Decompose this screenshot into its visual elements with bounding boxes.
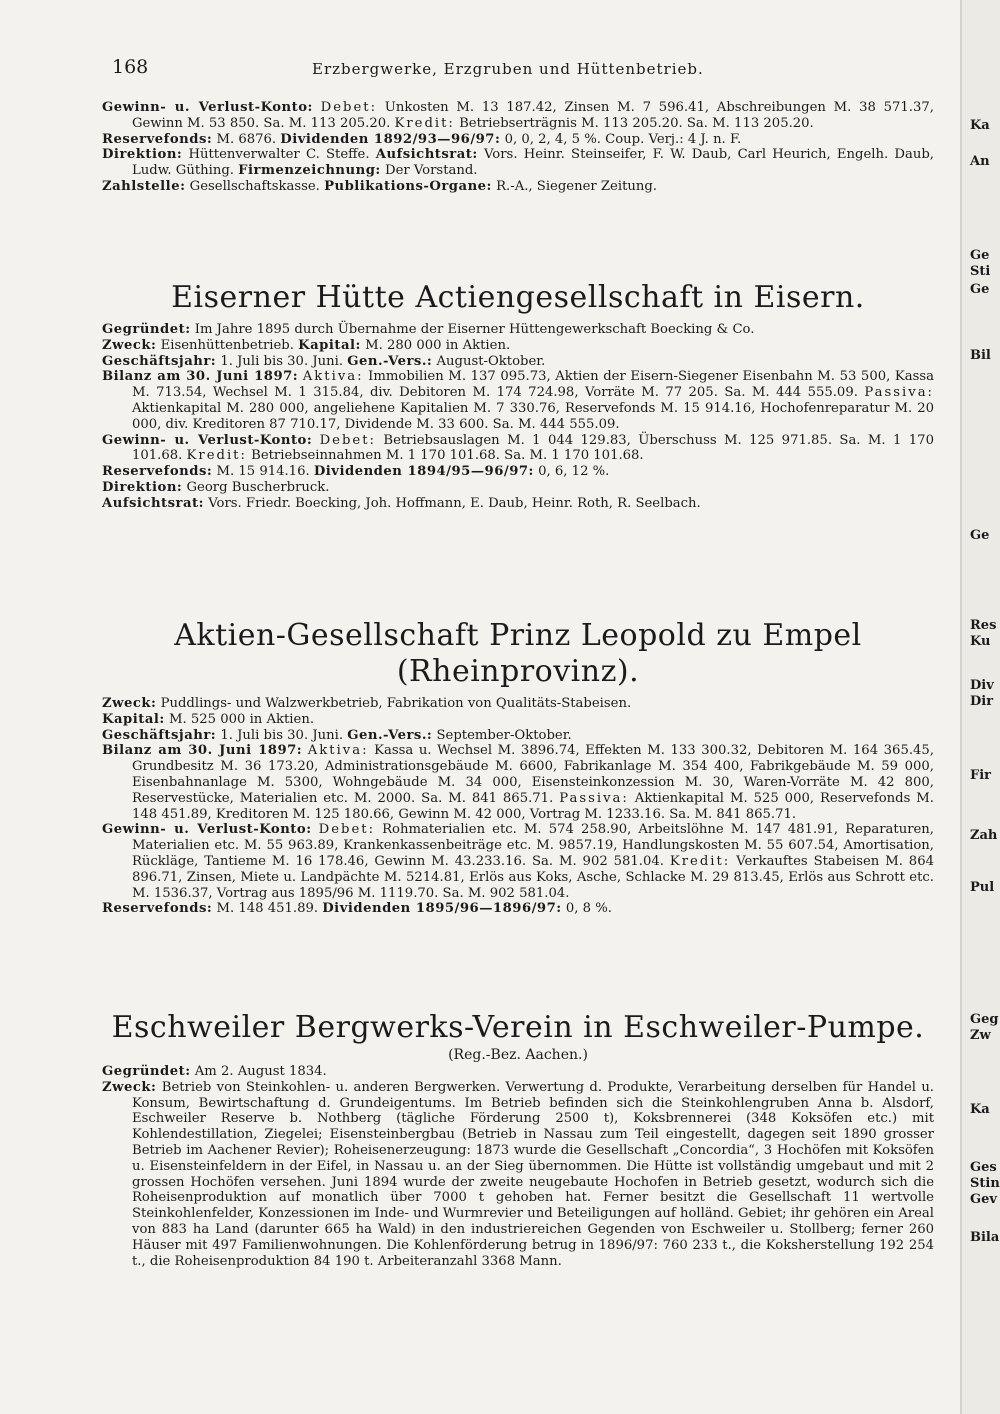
edge-fragment: Ges (970, 1160, 997, 1175)
edge-fragment: Stin (970, 1176, 1000, 1191)
edge-fragment: Sti (970, 264, 991, 279)
header-title: Erzbergwerke, Erzgruben und Hüttenbetrieb. (312, 60, 704, 78)
edge-fragment: Dir (970, 694, 994, 709)
edge-fragment: Zw (970, 1028, 991, 1043)
edge-fragment: Pul (970, 880, 995, 895)
edge-fragment: An (970, 154, 990, 169)
capital-entry: Kapital: M. 525 000 in Aktien. (102, 711, 315, 727)
edge-fragment: Div (970, 678, 994, 693)
founded-entry: Gegründet: Am 2. August 1834. (102, 1064, 327, 1079)
purpose-entry: Zweck: Puddlings- und Walzwerkbetrieb, Fabrikation von Qualitäts-Stabeisen. (102, 696, 632, 711)
edge-fragment: Ge (970, 528, 990, 543)
balance-entry: Bilanz am 30. Juni 1897: Aktiva: Immobilien M. 137 095.73, Aktien der Eisern-Siegener Eisenbahn M. 53 500, Kassa M. 713.54, Wechsel M. 1 315.84, div. Debitoren M. 174 724.98, Vorräte M. 77 205. Sa. M. 444 555.09. Passiva: Aktienkapital M. 280 000, angeliehene Kapitalien M. 7 330.76, Reservefonds M. 15 914.16, Hochofenreparatur M. 20 000, div. Kreditoren 87 710.17, Dividende M. 33 600. Sa. M. 444 555.09. (102, 369, 934, 432)
company-eschweiler (102, 1010, 934, 1269)
edge-fragment: Ka (970, 118, 990, 133)
company-subtitle: (Reg.-Bez. Aachen.) (448, 1047, 588, 1063)
page-number: 168 (112, 56, 149, 78)
edge-fragment: Res (970, 618, 997, 633)
company-title: Aktien-Gesellschaft Prinz Leopold zu Empel (Rheinprovinz). (174, 618, 862, 689)
reserve-dividend-entry: Reservefonds: M. 148 451.89. Dividenden 1895/96—1896/97: 0, 8 %. (102, 901, 612, 917)
adjacent-page-edge (960, 0, 1000, 1414)
direction-entry: Direktion: Georg Buscherbruck. (102, 479, 330, 495)
edge-fragment: Bila (970, 1230, 1000, 1245)
fiscal-year-entry: Geschäftsjahr: 1. Juli bis 30. Juni. Gen.-Vers.: September-Oktober. (102, 727, 572, 743)
guv-entry: Gewinn- u. Verlust-Konto: Debet: Rohmaterialien etc. M. 574 258.90, Arbeitslöhne M. 147 481.91, Reparaturen, Materialien etc. M. 55 963.89, Krankenkassenbeiträge etc. M. 9857.19, Handlungskosten M. 55 607.54, Amortisation, Rückläge, Tantieme M. 16 178.46, Gewinn M. 43.233.16. Sa. M. 902 581.04. Kredit: Verkauftes Stabeisen M. 864 896.71, Zinsen, Miete u. Landpächte M. 5214.81, Erlös aus Koks, Asche, Schlacke M. 29 813.45, Erlös aus Schrott etc. M. 1536.37, Vortrag aus 1895/96 M. 1119.70. Sa. M. 902 581.04. (102, 822, 934, 901)
fiscal-year-entry: Geschäftsjahr: 1. Juli bis 30. Juni. Gen.-Vers.: August-Oktober. (102, 353, 546, 369)
edge-fragment: Ge (970, 248, 990, 263)
edge-fragment: Ka (970, 1102, 990, 1117)
balance-entry: Bilanz am 30. Juni 1897: Aktiva: Kassa u. Wechsel M. 3896.74, Effekten M. 133 300.32, Debitoren M. 164 365.45, Grundbesitz M. 36 173.20, Administrationsgebäude M. 6600, Fabrikanlage M. 354 400, Fabrikgebäude M. 59 000, Eisenbahnanlage M. 5300, Wohngebäude M. 34 000, Eisensteinkonzession M. 30, Waren-Vorräte M. 42 800, Reservestücke, Materialien etc. M. 2000. Sa. M. 841 865.71. Passiva: Aktienkapital M. 525 000, Reservefonds M. 148 451.89, Kreditoren M. 125 180.66, Gewinn M. 42 000, Vortrag M. 1233.16. Sa. M. 841 865.71. (102, 743, 935, 822)
edge-fragment: Gev (970, 1192, 997, 1207)
previous-company-continuation (102, 100, 934, 195)
company-eisern (102, 280, 934, 512)
company-title: Eiserner Hütte Actiengesellschaft in Eisern. (171, 280, 865, 315)
edge-fragment: Geg (970, 1012, 999, 1027)
purpose-entry: Zweck: Betrieb von Steinkohlen- u. anderen Bergwerken. Verwertung d. Produkte, Verarbeitung derselben für Handel u. Konsum, Bewirtschaftung d. Grundeigentums. Im Betrieb befinden sich die Steinkohlengruben Anna b. Alsdorf, Eschweiler Reserve b. Nothberg (tägliche Förderung 2500 t), Koksbrennerei (348 Koksöfen etc.) mit Kohlendestillation, Ziegelei; Eisensteinbergbau (Betrieb in Nassau zum Teil eingestellt, dagegen seit 1890 grosser Betrieb im Aachener Revier); Roheisenerzeugung: 1873 wurde die Gesellschaft „Concordia“, 3 Hochöfen mit Koksöfen u. Eisensteinfeldern in der Eifel, in Nassau u. an der Sieg übernommen. Die Hütte ist vollständig umgebaut und mit 2 grossen Hochöfen versehen. Juni 1894 wurde der zweite neugebaute Hochofen in Betrieb gesetzt, wodurch sich die Roheisenproduktion auf monatlich über 7000 t gehoben hat. Ferner besitzt die Gesellschaft 11 wertvolle Steinkohlenfelder, Konzessionen im Inde- und Wurmrevier und Beteiligungen auf holländ. Gebiet; ihr gehören ein Areal von 883 ha Land (darunter 665 ha Wald) in den industriereichen Gegenden von Eschweiler u. Stollberg; ferner 260 Häuser mit 497 Familienwohnungen. Die Kohlenförderung betrug in 1896/97: 760 233 t., die Koksherstellung 192 254 t., die Roheisenproduktion 84 190 t. Arbeiteranzahl 3368 Mann. (102, 1079, 935, 1269)
running-header (112, 56, 942, 82)
edge-fragment: Ge (970, 282, 990, 297)
reserve-dividend-entry: Reservefonds: M. 6876. Dividenden 1892/93—96/97: 0, 0, 2, 4, 5 %. Coup. Verj.: 4 J. n. F. (102, 131, 742, 147)
reserve-dividend-entry: Reservefonds: M. 15 914.16. Dividenden 1894/95—96/97: 0, 6, 12 %. (102, 464, 610, 480)
company-title: Eschweiler Bergwerks-Verein in Eschweiler-Pumpe. (111, 1010, 925, 1045)
direction-entry: Direktion: Hüttenverwalter C. Steffe. Aufsichtsrat: Vors. Heinr. Steinseifer, F. W. Daub, Carl Heurich, Engelh. Daub, Ludw. Güthing. Firmenzeichnung: Der Vorstand. (102, 147, 934, 179)
edge-fragment: Zah (970, 828, 998, 843)
guv-entry: Gewinn- u. Verlust-Konto: Debet: Betriebsauslagen M. 1 044 129.83, Überschuss M. 125 971.85. Sa. M. 1 170 101.68. Kredit: Betriebseinnahmen M. 1 170 101.68. Sa. M. 1 170 101.68. (102, 432, 934, 464)
edge-fragment: Bil (970, 348, 991, 363)
edge-fragment: Ku (970, 634, 991, 649)
board-entry: Aufsichtsrat: Vors. Friedr. Boecking, Joh. Hoffmann, E. Daub, Heinr. Roth, R. Seelbach. (102, 495, 701, 511)
edge-fragment: Fir (970, 768, 992, 783)
payment-entry: Zahlstelle: Gesellschaftskasse. Publikations-Organe: R.-A., Siegener Zeitung. (102, 178, 658, 194)
founded-entry: Gegründet: Im Jahre 1895 durch Übernahme der Eiserner Hüttengewerkschaft Boecking & Co. (102, 322, 755, 337)
company-leopold (102, 618, 934, 917)
guv-entry: Gewinn- u. Verlust-Konto: Debet: Unkosten M. 13 187.42, Zinsen M. 7 596.41, Abschreibungen M. 38 571.37, Gewinn M. 53 850. Sa. M. 113 205.20. Kredit: Betriebserträgnis M. 113 205.20. Sa. M. 113 205.20. (102, 100, 934, 131)
purpose-entry: Zweck: Eisenhüttenbetrieb. Kapital: M. 280 000 in Aktien. (102, 337, 511, 353)
